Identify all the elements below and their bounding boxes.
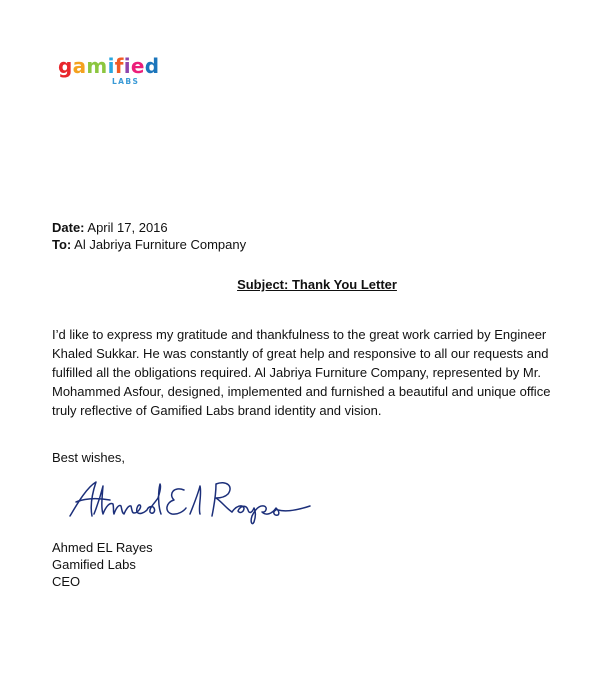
letter-body: I’d like to express my gratitude and thankfulness to the great work carried by Engineer Khaled Sukkar. He was constantly of great help and responsive to all our requests and fulfilled all the obligations required. Al Jabriya Furniture Company, represented by Mr. Mohammed Asfour, designed, implemented and furnished a beautiful and unique office truly reflective of Gamified Labs brand identity and vision. [52, 327, 551, 418]
subject-line: Subject: Thank You Letter [237, 277, 397, 292]
logo-letter: g [58, 54, 73, 78]
logo-letter: i [107, 54, 115, 78]
date-label: Date: [52, 220, 85, 235]
logo-letter: e [130, 54, 145, 78]
logo-letter: d [144, 54, 160, 78]
recipient-line [52, 236, 246, 253]
date-value: April 17, 2016 [84, 220, 168, 235]
signer-name: Ahmed EL Rayes [52, 540, 153, 555]
date-line [52, 219, 168, 236]
logo-letter: i [123, 54, 131, 78]
logo-wordmark [58, 55, 159, 77]
signer-company: Gamified Labs [52, 557, 136, 572]
closing: Best wishes, [52, 450, 125, 465]
to-value: Al Jabriya Furniture Company [71, 237, 247, 252]
to-label: To: [52, 237, 72, 252]
logo-letter: m [86, 54, 108, 78]
logo-sub: LABS [112, 77, 140, 86]
logo-letter: f [114, 54, 124, 78]
gamified-labs-logo [58, 55, 158, 90]
signer-title: CEO [52, 574, 81, 589]
handwritten-signature [66, 476, 316, 526]
logo-letter: a [72, 54, 87, 78]
